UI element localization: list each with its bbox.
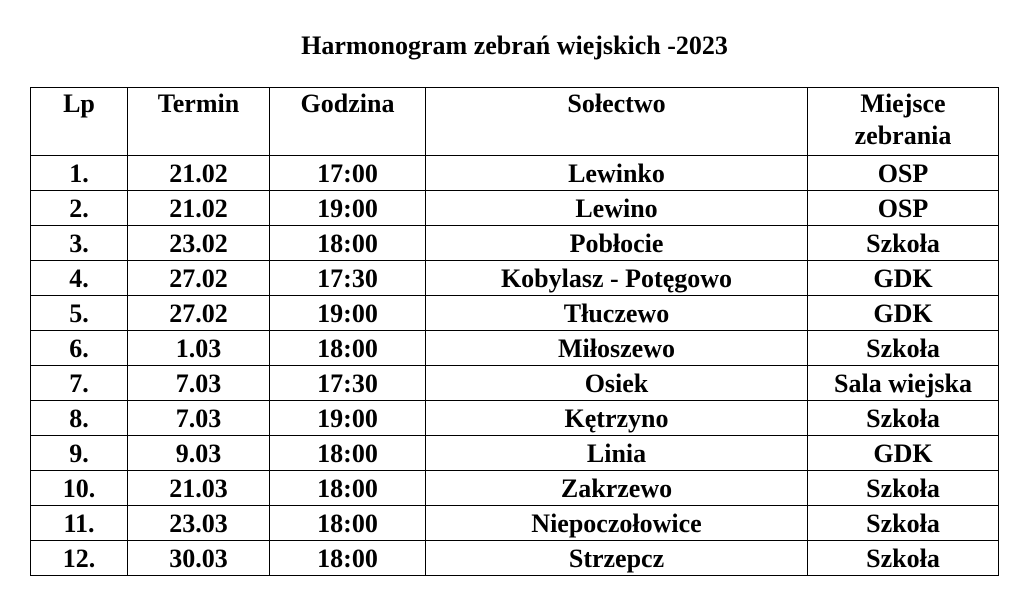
cell-godzina: 18:00	[270, 226, 426, 261]
table-row	[31, 226, 999, 261]
cell-miejsce: Szkoła	[808, 541, 999, 576]
cell-godzina: 17:30	[270, 366, 426, 401]
cell-miejsce: GDK	[808, 261, 999, 296]
cell-termin: 21.02	[128, 191, 270, 226]
header-miejsce-line1: Miejsce	[860, 89, 946, 118]
cell-lp: 2.	[31, 191, 128, 226]
cell-solectwo: Niepoczołowice	[426, 506, 808, 541]
cell-lp: 3.	[31, 226, 128, 261]
cell-lp: 7.	[31, 366, 128, 401]
cell-godzina: 19:00	[270, 296, 426, 331]
cell-termin: 30.03	[128, 541, 270, 576]
table-row	[31, 401, 999, 436]
schedule-table	[30, 87, 999, 576]
cell-termin: 27.02	[128, 261, 270, 296]
cell-solectwo: Tłuczewo	[426, 296, 808, 331]
table-row	[31, 156, 999, 191]
cell-miejsce: Szkoła	[808, 471, 999, 506]
cell-termin: 27.02	[128, 296, 270, 331]
cell-godzina: 18:00	[270, 436, 426, 471]
header-miejsce	[808, 88, 999, 156]
cell-miejsce: Szkoła	[808, 226, 999, 261]
cell-lp: 9.	[31, 436, 128, 471]
cell-lp: 6.	[31, 331, 128, 366]
table-row	[31, 331, 999, 366]
table-header-row	[31, 88, 999, 156]
document-title: Harmonogram zebrań wiejskich -2023	[301, 31, 728, 60]
header-lp: Lp	[31, 88, 128, 156]
table-row	[31, 436, 999, 471]
cell-lp: 11.	[31, 506, 128, 541]
table-row	[31, 506, 999, 541]
cell-miejsce: GDK	[808, 296, 999, 331]
cell-miejsce: OSP	[808, 191, 999, 226]
cell-godzina: 17:30	[270, 261, 426, 296]
cell-godzina: 18:00	[270, 471, 426, 506]
header-godzina: Godzina	[270, 88, 426, 156]
cell-lp: 12.	[31, 541, 128, 576]
cell-solectwo: Lewinko	[426, 156, 808, 191]
cell-miejsce: GDK	[808, 436, 999, 471]
table-row	[31, 366, 999, 401]
cell-lp: 10.	[31, 471, 128, 506]
cell-termin: 9.03	[128, 436, 270, 471]
header-miejsce-line2: zebrania	[854, 121, 952, 150]
table-row	[31, 541, 999, 576]
cell-termin: 23.03	[128, 506, 270, 541]
cell-termin: 21.02	[128, 156, 270, 191]
cell-godzina: 17:00	[270, 156, 426, 191]
cell-lp: 4.	[31, 261, 128, 296]
cell-termin: 7.03	[128, 366, 270, 401]
cell-solectwo: Zakrzewo	[426, 471, 808, 506]
cell-solectwo: Osiek	[426, 366, 808, 401]
table-row	[31, 261, 999, 296]
cell-miejsce: Szkoła	[808, 401, 999, 436]
cell-solectwo: Kętrzyno	[426, 401, 808, 436]
cell-miejsce: Sala wiejska	[808, 366, 999, 401]
cell-solectwo: Pobłocie	[426, 226, 808, 261]
cell-miejsce: Szkoła	[808, 506, 999, 541]
cell-solectwo: Kobylasz - Potęgowo	[426, 261, 808, 296]
cell-termin: 21.03	[128, 471, 270, 506]
cell-godzina: 18:00	[270, 331, 426, 366]
cell-miejsce: OSP	[808, 156, 999, 191]
cell-solectwo: Miłoszewo	[426, 331, 808, 366]
cell-godzina: 18:00	[270, 506, 426, 541]
header-solectwo: Sołectwo	[426, 88, 808, 156]
cell-termin: 7.03	[128, 401, 270, 436]
cell-lp: 8.	[31, 401, 128, 436]
cell-godzina: 19:00	[270, 401, 426, 436]
cell-solectwo: Linia	[426, 436, 808, 471]
cell-lp: 1.	[31, 156, 128, 191]
header-termin: Termin	[128, 88, 270, 156]
table-body	[31, 156, 999, 576]
cell-termin: 1.03	[128, 331, 270, 366]
cell-termin: 23.02	[128, 226, 270, 261]
cell-godzina: 19:00	[270, 191, 426, 226]
table-row	[31, 471, 999, 506]
cell-godzina: 18:00	[270, 541, 426, 576]
cell-solectwo: Lewino	[426, 191, 808, 226]
cell-lp: 5.	[31, 296, 128, 331]
table-row	[31, 191, 999, 226]
table-row	[31, 296, 999, 331]
cell-miejsce: Szkoła	[808, 331, 999, 366]
cell-solectwo: Strzepcz	[426, 541, 808, 576]
